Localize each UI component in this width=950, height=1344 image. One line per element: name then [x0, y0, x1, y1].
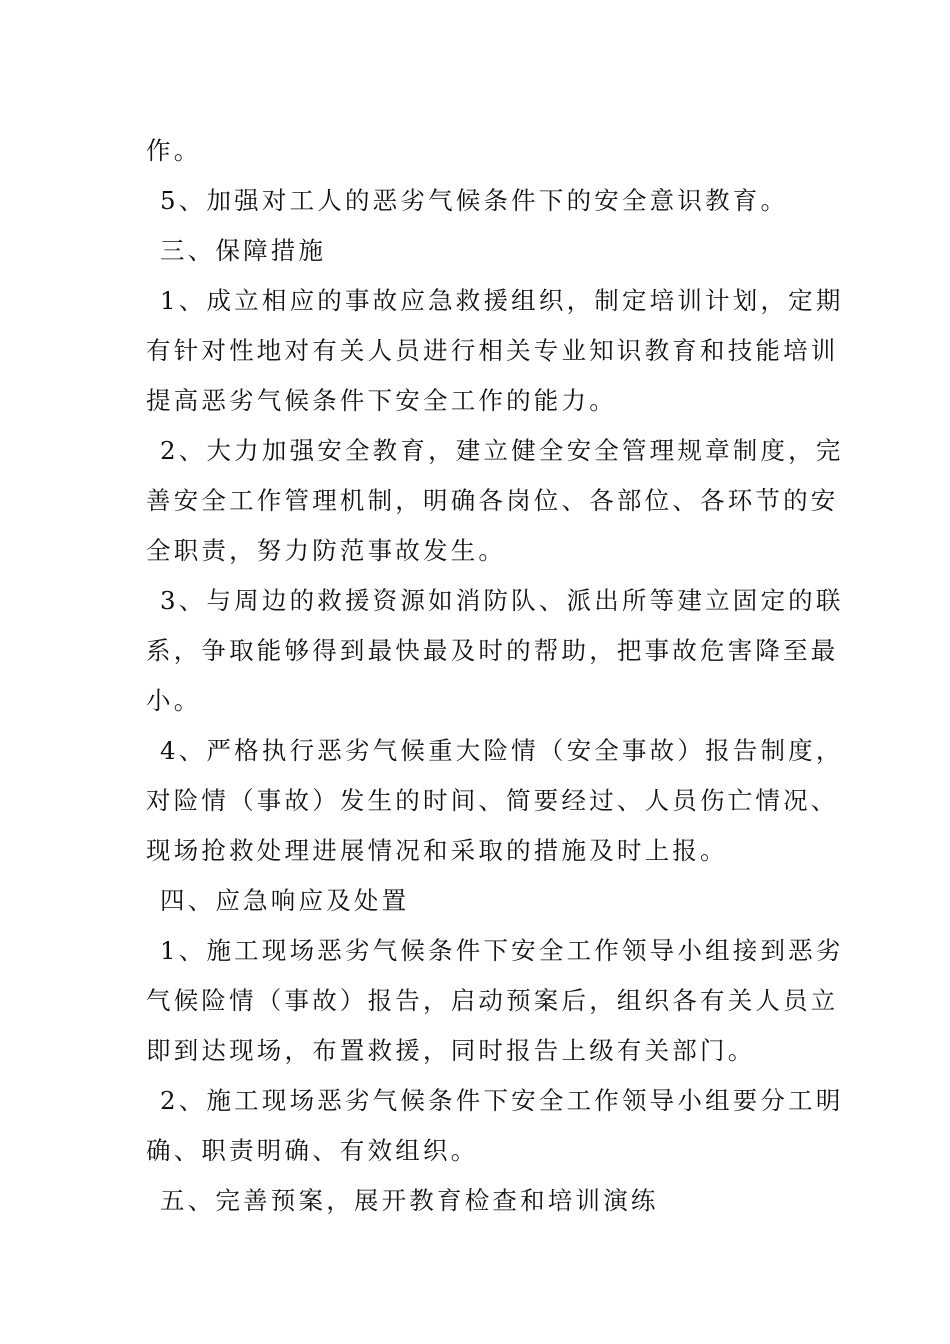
text-line: 1、施工现场恶劣气候条件下安全工作领导小组接到恶劣	[160, 936, 844, 965]
text-line: 3、与周边的救援资源如消防队、派出所等建立固定的联	[160, 586, 844, 615]
text-line: 小。	[146, 686, 202, 715]
text-line: 2、施工现场恶劣气候条件下安全工作领导小组要分工明	[160, 1086, 844, 1115]
text-line: 作。	[146, 136, 202, 165]
text-line: 系，争取能够得到最快最及时的帮助，把事故危害降至最	[146, 636, 839, 665]
text-line: 现场抢救处理进展情况和采取的措施及时上报。	[146, 836, 728, 865]
section-heading: 五、完善预案，展开教育检查和培训演练	[160, 1186, 659, 1215]
text-line: 全职责，努力防范事故发生。	[146, 536, 507, 565]
text-line: 4、严格执行恶劣气候重大险情（安全事故）报告制度，	[160, 736, 844, 765]
text-line: 气候险情（事故）报告，启动预案后，组织各有关人员立	[146, 986, 839, 1015]
text-line: 即到达现场，布置救援，同时报告上级有关部门。	[146, 1036, 756, 1065]
text-line: 对险情（事故）发生的时间、简要经过、人员伤亡情况、	[146, 786, 839, 815]
text-line: 提高恶劣气候条件下安全工作的能力。	[146, 386, 617, 415]
section-heading: 四、应急响应及处置	[160, 886, 410, 915]
text-line: 1、成立相应的事故应急救援组织，制定培训计划，定期	[160, 286, 844, 315]
text-line: 善安全工作管理机制，明确各岗位、各部位、各环节的安	[146, 486, 839, 515]
section-heading: 三、保障措施	[160, 236, 327, 265]
text-line: 2、大力加强安全教育，建立健全安全管理规章制度，完	[160, 436, 844, 465]
text-line: 确、职责明确、有效组织。	[146, 1136, 479, 1165]
text-line: 5、加强对工人的恶劣气候条件下的安全意识教育。	[160, 186, 789, 215]
text-line: 有针对性地对有关人员进行相关专业知识教育和技能培训	[146, 336, 839, 365]
